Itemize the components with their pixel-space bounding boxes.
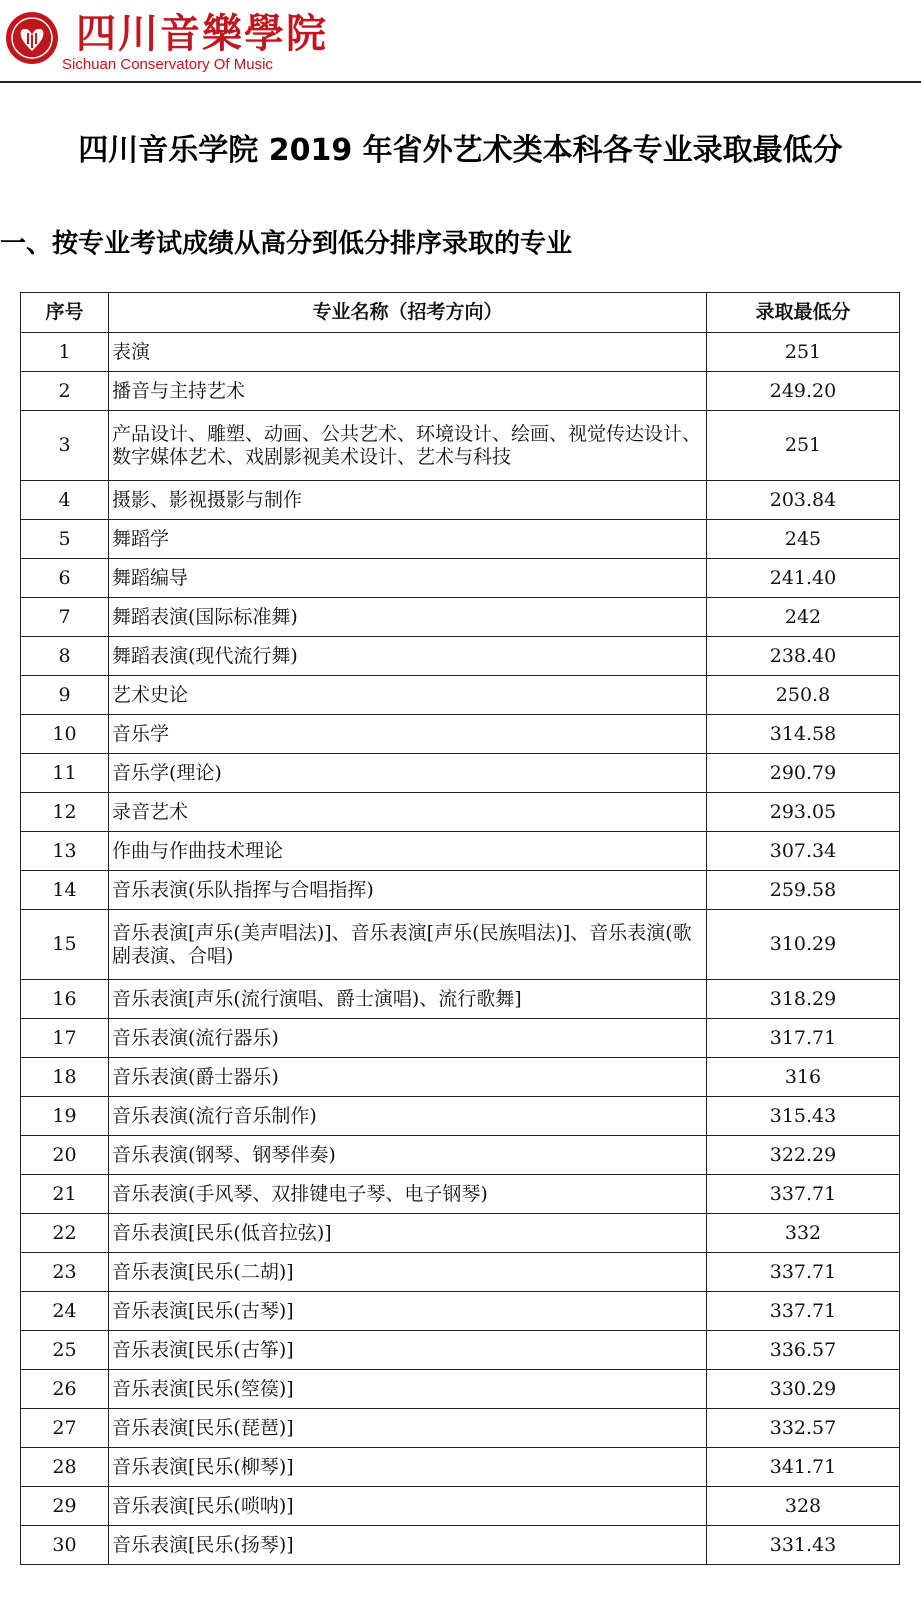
- row-major: 表演: [109, 333, 707, 372]
- row-major: 音乐表演[民乐(唢呐)]: [109, 1487, 707, 1526]
- row-major: 舞蹈编导: [109, 559, 707, 598]
- page-header: [0, 0, 921, 84]
- table-row: [21, 1136, 900, 1175]
- row-number: 16: [21, 980, 109, 1019]
- header-major: 专业名称（招考方向）: [109, 293, 707, 333]
- row-number: 30: [21, 1526, 109, 1565]
- table-row: [21, 1253, 900, 1292]
- row-major: 艺术史论: [109, 676, 707, 715]
- row-number: 20: [21, 1136, 109, 1175]
- row-min-score: 251: [707, 411, 900, 481]
- row-number: 26: [21, 1370, 109, 1409]
- row-number: 14: [21, 871, 109, 910]
- table-row: [21, 871, 900, 910]
- table-row: [21, 676, 900, 715]
- table-header-row: [21, 293, 900, 333]
- table-row: [21, 372, 900, 411]
- table-row: [21, 1175, 900, 1214]
- table-row: [21, 1370, 900, 1409]
- row-min-score: 337.71: [707, 1175, 900, 1214]
- row-min-score: 259.58: [707, 871, 900, 910]
- table-row: [21, 333, 900, 372]
- table-row: [21, 1409, 900, 1448]
- row-number: 7: [21, 598, 109, 637]
- row-number: 5: [21, 520, 109, 559]
- row-number: 12: [21, 793, 109, 832]
- row-major: 音乐表演[民乐(箜篌)]: [109, 1370, 707, 1409]
- row-number: 22: [21, 1214, 109, 1253]
- row-min-score: 330.29: [707, 1370, 900, 1409]
- row-number: 2: [21, 372, 109, 411]
- row-min-score: 322.29: [707, 1136, 900, 1175]
- row-number: 1: [21, 333, 109, 372]
- row-major: 音乐表演[民乐(低音拉弦)]: [109, 1214, 707, 1253]
- table-row: [21, 1058, 900, 1097]
- row-number: 17: [21, 1019, 109, 1058]
- table-row: [21, 559, 900, 598]
- row-number: 21: [21, 1175, 109, 1214]
- row-min-score: 331.43: [707, 1526, 900, 1565]
- row-min-score: 203.84: [707, 481, 900, 520]
- row-major: 音乐表演[民乐(古筝)]: [109, 1331, 707, 1370]
- row-min-score: 307.34: [707, 832, 900, 871]
- row-number: 18: [21, 1058, 109, 1097]
- row-major: 音乐学: [109, 715, 707, 754]
- table-row: [21, 1097, 900, 1136]
- table-row: [21, 1019, 900, 1058]
- row-min-score: 318.29: [707, 980, 900, 1019]
- section-heading: 一、按专业考试成绩从高分到低分排序录取的专业: [0, 229, 573, 259]
- row-number: 24: [21, 1292, 109, 1331]
- row-major: 音乐表演(钢琴、钢琴伴奏): [109, 1136, 707, 1175]
- table-row: [21, 1214, 900, 1253]
- row-major: 产品设计、雕塑、动画、公共艺术、环境设计、绘画、视觉传达设计、数字媒体艺术、戏剧影视美术设计、艺术与科技: [109, 411, 707, 481]
- table-row: [21, 910, 900, 980]
- table-row: [21, 598, 900, 637]
- table-row: [21, 1487, 900, 1526]
- table-row: [21, 411, 900, 481]
- row-number: 9: [21, 676, 109, 715]
- row-major: 音乐表演(流行器乐): [109, 1019, 707, 1058]
- row-major: 音乐表演(乐队指挥与合唱指挥): [109, 871, 707, 910]
- table-row: [21, 832, 900, 871]
- row-min-score: 242: [707, 598, 900, 637]
- row-major: 音乐表演(手风琴、双排键电子琴、电子钢琴): [109, 1175, 707, 1214]
- row-min-score: 341.71: [707, 1448, 900, 1487]
- header-divider: [0, 81, 921, 83]
- row-number: 8: [21, 637, 109, 676]
- row-min-score: 310.29: [707, 910, 900, 980]
- row-number: 15: [21, 910, 109, 980]
- row-major: 音乐表演[民乐(古琴)]: [109, 1292, 707, 1331]
- row-min-score: 315.43: [707, 1097, 900, 1136]
- row-major: 舞蹈表演(现代流行舞): [109, 637, 707, 676]
- table-row: [21, 980, 900, 1019]
- row-min-score: 241.40: [707, 559, 900, 598]
- row-min-score: 251: [707, 333, 900, 372]
- table-row: [21, 1526, 900, 1565]
- row-major: 舞蹈表演(国际标准舞): [109, 598, 707, 637]
- row-number: 3: [21, 411, 109, 481]
- row-major: 作曲与作曲技术理论: [109, 832, 707, 871]
- row-min-score: 238.40: [707, 637, 900, 676]
- row-min-score: 336.57: [707, 1331, 900, 1370]
- row-min-score: 249.20: [707, 372, 900, 411]
- row-number: 10: [21, 715, 109, 754]
- row-min-score: 337.71: [707, 1292, 900, 1331]
- table-row: [21, 481, 900, 520]
- document-title: 四川音乐学院 2019 年省外艺术类本科各专业录取最低分: [78, 133, 843, 168]
- row-number: 4: [21, 481, 109, 520]
- table-row: [21, 793, 900, 832]
- row-major: 音乐表演[民乐(琵琶)]: [109, 1409, 707, 1448]
- row-min-score: 332: [707, 1214, 900, 1253]
- row-major: 音乐表演(流行音乐制作): [109, 1097, 707, 1136]
- row-number: 23: [21, 1253, 109, 1292]
- row-number: 27: [21, 1409, 109, 1448]
- row-major: 音乐表演(爵士器乐): [109, 1058, 707, 1097]
- table-row: [21, 520, 900, 559]
- row-major: 录音艺术: [109, 793, 707, 832]
- logo-chinese-name: 四川音樂學院: [76, 10, 328, 57]
- row-min-score: 250.8: [707, 676, 900, 715]
- admission-score-table: [20, 292, 900, 1565]
- row-major: 音乐表演[民乐(柳琴)]: [109, 1448, 707, 1487]
- row-number: 29: [21, 1487, 109, 1526]
- row-number: 13: [21, 832, 109, 871]
- row-number: 25: [21, 1331, 109, 1370]
- row-major: 舞蹈学: [109, 520, 707, 559]
- row-major: 摄影、影视摄影与制作: [109, 481, 707, 520]
- logo-english-name: Sichuan Conservatory Of Music: [62, 56, 273, 73]
- row-major: 播音与主持艺术: [109, 372, 707, 411]
- row-min-score: 317.71: [707, 1019, 900, 1058]
- row-major: 音乐表演[民乐(扬琴)]: [109, 1526, 707, 1565]
- conservatory-emblem-icon: [4, 10, 60, 66]
- row-min-score: 316: [707, 1058, 900, 1097]
- header-min-score: 录取最低分: [707, 293, 900, 333]
- row-min-score: 245: [707, 520, 900, 559]
- row-major: 音乐表演[声乐(流行演唱、爵士演唱)、流行歌舞]: [109, 980, 707, 1019]
- row-min-score: 332.57: [707, 1409, 900, 1448]
- table-row: [21, 1448, 900, 1487]
- row-number: 19: [21, 1097, 109, 1136]
- table-body: [21, 333, 900, 1565]
- row-min-score: 337.71: [707, 1253, 900, 1292]
- row-number: 28: [21, 1448, 109, 1487]
- table-row: [21, 715, 900, 754]
- row-number: 11: [21, 754, 109, 793]
- row-major: 音乐学(理论): [109, 754, 707, 793]
- row-min-score: 314.58: [707, 715, 900, 754]
- header-number: 序号: [21, 293, 109, 333]
- table-row: [21, 1292, 900, 1331]
- row-min-score: 328: [707, 1487, 900, 1526]
- table-row: [21, 1331, 900, 1370]
- row-major: 音乐表演[声乐(美声唱法)]、音乐表演[声乐(民族唱法)]、音乐表演(歌剧表演、合唱): [109, 910, 707, 980]
- row-min-score: 293.05: [707, 793, 900, 832]
- row-min-score: 290.79: [707, 754, 900, 793]
- table-row: [21, 637, 900, 676]
- row-major: 音乐表演[民乐(二胡)]: [109, 1253, 707, 1292]
- row-number: 6: [21, 559, 109, 598]
- table-row: [21, 754, 900, 793]
